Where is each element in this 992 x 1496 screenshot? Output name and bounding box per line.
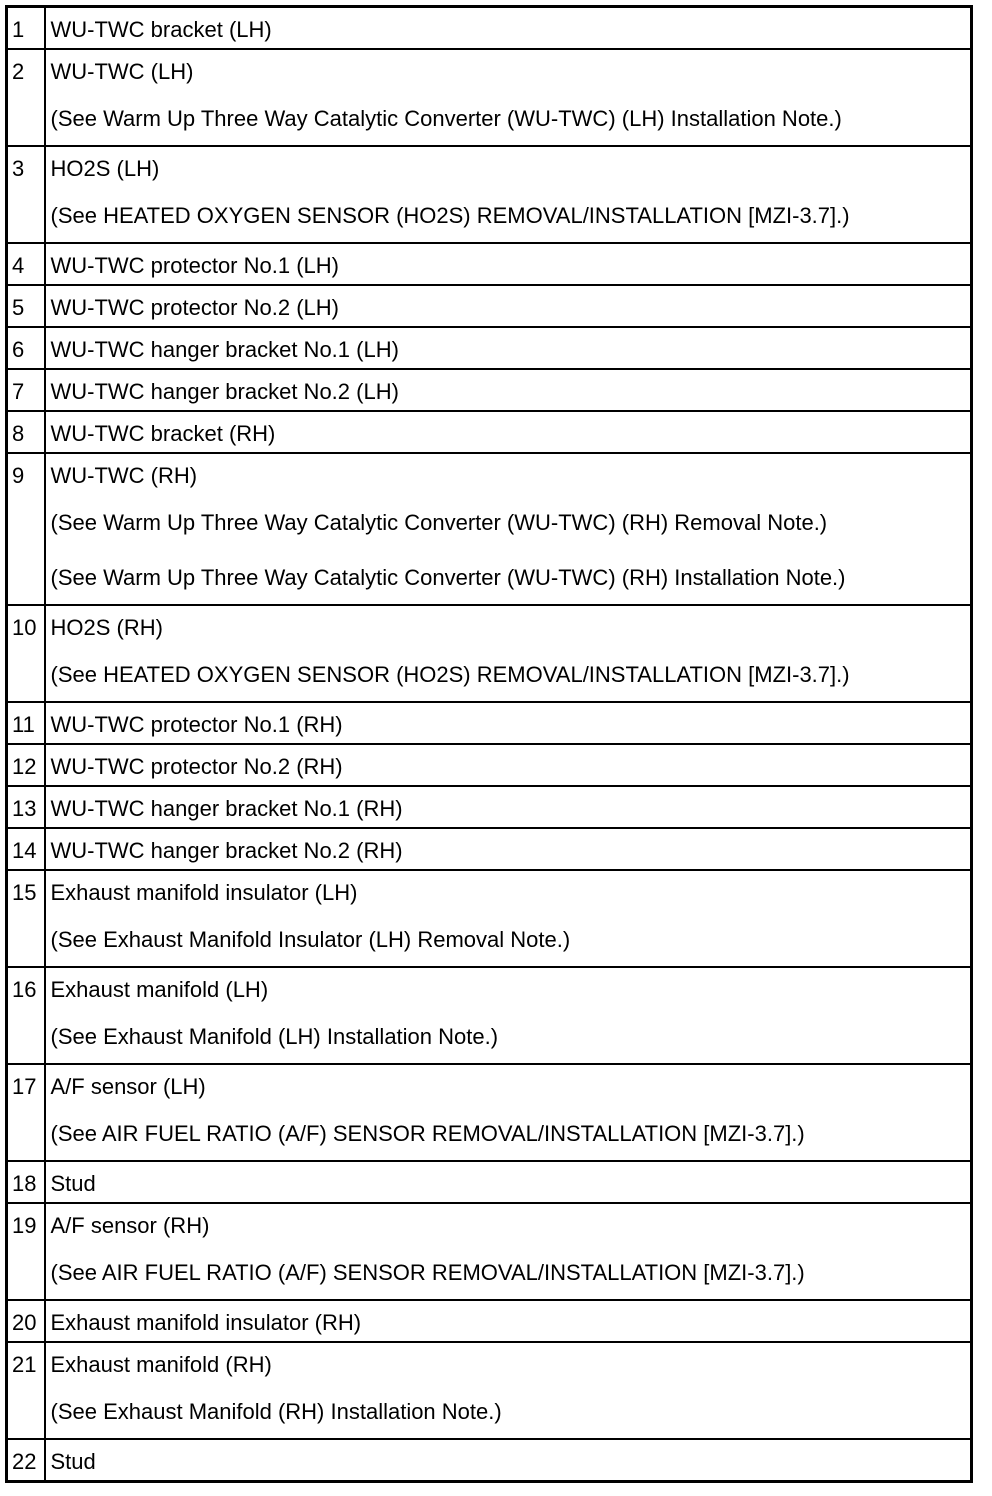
- table-row: [7, 967, 972, 1064]
- item-description: [45, 1342, 972, 1439]
- item-number: [7, 285, 45, 327]
- table-row: [7, 870, 972, 967]
- item-name: WU-TWC hanger bracket No.2 (RH): [50, 838, 403, 863]
- item-number-text: 8: [12, 421, 25, 446]
- item-description: [45, 7, 972, 50]
- item-number: [7, 1439, 45, 1482]
- item-number: [7, 1161, 45, 1203]
- item-number: [7, 605, 45, 702]
- table-row: [7, 49, 972, 146]
- item-number: [7, 1342, 45, 1439]
- item-name: WU-TWC hanger bracket No.1 (LH): [50, 337, 399, 362]
- item-number-text: 14: [12, 838, 37, 863]
- item-name: WU-TWC protector No.2 (LH): [50, 295, 339, 320]
- table-row: [7, 1342, 972, 1439]
- item-name: Exhaust manifold (RH): [50, 1352, 272, 1377]
- table-row: [7, 1300, 972, 1342]
- item-name: Exhaust manifold insulator (LH): [50, 880, 358, 905]
- item-name: WU-TWC protector No.1 (RH): [50, 712, 343, 737]
- item-description: [45, 369, 972, 411]
- item-reference-note: (See Warm Up Three Way Catalytic Converter (WU-TWC) (RH) Removal Note.): [50, 510, 828, 535]
- item-number-text: 13: [12, 796, 37, 821]
- item-description: [45, 327, 972, 369]
- item-number: [7, 369, 45, 411]
- item-name: WU-TWC bracket (RH): [50, 421, 276, 446]
- item-reference-note: (See Warm Up Three Way Catalytic Converter (WU-TWC) (RH) Installation Note.): [50, 565, 846, 590]
- item-description: [45, 786, 972, 828]
- item-name: HO2S (RH): [50, 615, 163, 640]
- item-reference-note: (See AIR FUEL RATIO (A/F) SENSOR REMOVAL/INSTALLATION [MZI-3.7].): [50, 1121, 805, 1146]
- table-row: [7, 453, 972, 605]
- item-description: [45, 870, 972, 967]
- item-number-text: 17: [12, 1074, 37, 1099]
- table-row: [7, 605, 972, 702]
- item-number: [7, 49, 45, 146]
- item-number: [7, 411, 45, 453]
- item-reference-note: (See HEATED OXYGEN SENSOR (HO2S) REMOVAL/INSTALLATION [MZI-3.7].): [50, 662, 850, 687]
- item-name: WU-TWC protector No.1 (LH): [50, 253, 339, 278]
- item-number-text: 1: [12, 17, 25, 42]
- item-description: [45, 411, 972, 453]
- item-description: [45, 49, 972, 146]
- item-number-text: 16: [12, 977, 37, 1002]
- item-number: [7, 243, 45, 285]
- item-number-text: 5: [12, 295, 25, 320]
- item-description: [45, 285, 972, 327]
- item-number-text: 19: [12, 1213, 37, 1238]
- item-number: [7, 327, 45, 369]
- item-number: [7, 828, 45, 870]
- item-name: WU-TWC hanger bracket No.1 (RH): [50, 796, 403, 821]
- item-name: WU-TWC bracket (LH): [50, 17, 272, 42]
- item-reference-note: (See AIR FUEL RATIO (A/F) SENSOR REMOVAL/INSTALLATION [MZI-3.7].): [50, 1260, 805, 1285]
- table-row: [7, 744, 972, 786]
- item-name: Stud: [50, 1449, 96, 1474]
- parts-table: [5, 5, 973, 1483]
- table-row: [7, 7, 972, 50]
- item-description: [45, 1439, 972, 1482]
- item-description: [45, 1161, 972, 1203]
- item-name: Stud: [50, 1171, 96, 1196]
- item-number: [7, 1203, 45, 1300]
- item-number: [7, 870, 45, 967]
- item-description: [45, 702, 972, 744]
- item-number: [7, 146, 45, 243]
- table-row: [7, 411, 972, 453]
- item-description: [45, 605, 972, 702]
- item-description: [45, 1300, 972, 1342]
- item-number-text: 15: [12, 880, 37, 905]
- table-row: [7, 369, 972, 411]
- item-reference-note: (See HEATED OXYGEN SENSOR (HO2S) REMOVAL/INSTALLATION [MZI-3.7].): [50, 203, 850, 228]
- item-number: [7, 1300, 45, 1342]
- item-name: WU-TWC (RH): [50, 463, 198, 488]
- item-description: [45, 146, 972, 243]
- item-number-text: 18: [12, 1171, 37, 1196]
- item-description: [45, 828, 972, 870]
- item-number-text: 11: [12, 712, 35, 737]
- item-number-text: 6: [12, 337, 25, 362]
- item-reference-note: (See Exhaust Manifold (LH) Installation Note.): [50, 1024, 499, 1049]
- item-name: Exhaust manifold insulator (RH): [50, 1310, 362, 1335]
- item-number-text: 9: [12, 463, 25, 488]
- item-number-text: 2: [12, 59, 25, 84]
- item-reference-note: (See Exhaust Manifold (RH) Installation Note.): [50, 1399, 502, 1424]
- item-number-text: 3: [12, 156, 25, 181]
- item-number: [7, 702, 45, 744]
- item-number-text: 21: [12, 1352, 37, 1377]
- item-name: A/F sensor (RH): [50, 1213, 210, 1238]
- item-number: [7, 967, 45, 1064]
- item-number: [7, 786, 45, 828]
- table-row: [7, 786, 972, 828]
- parts-table-body: [7, 7, 972, 1482]
- table-row: [7, 702, 972, 744]
- table-row: [7, 285, 972, 327]
- table-row: [7, 1064, 972, 1161]
- item-number: [7, 744, 45, 786]
- table-row: [7, 327, 972, 369]
- table-row: [7, 243, 972, 285]
- item-number: [7, 7, 45, 50]
- item-name: WU-TWC hanger bracket No.2 (LH): [50, 379, 399, 404]
- item-name: WU-TWC protector No.2 (RH): [50, 754, 343, 779]
- item-number-text: 7: [12, 379, 25, 404]
- table-row: [7, 1439, 972, 1482]
- table-row: [7, 828, 972, 870]
- item-number-text: 12: [12, 754, 37, 779]
- item-description: [45, 1203, 972, 1300]
- item-description: [45, 453, 972, 605]
- item-name: A/F sensor (LH): [50, 1074, 206, 1099]
- item-reference-note: (See Warm Up Three Way Catalytic Converter (WU-TWC) (LH) Installation Note.): [50, 106, 842, 131]
- item-description: [45, 243, 972, 285]
- item-description: [45, 1064, 972, 1161]
- table-row: [7, 146, 972, 243]
- item-description: [45, 744, 972, 786]
- item-reference-note: (See Exhaust Manifold Insulator (LH) Removal Note.): [50, 927, 571, 952]
- table-row: [7, 1203, 972, 1300]
- item-number-text: 4: [12, 253, 25, 278]
- item-name: Exhaust manifold (LH): [50, 977, 269, 1002]
- item-name: HO2S (LH): [50, 156, 160, 181]
- item-number: [7, 453, 45, 605]
- item-number-text: 20: [12, 1310, 37, 1335]
- item-name: WU-TWC (LH): [50, 59, 194, 84]
- item-number-text: 22: [12, 1449, 37, 1474]
- table-row: [7, 1161, 972, 1203]
- item-number: [7, 1064, 45, 1161]
- item-description: [45, 967, 972, 1064]
- item-number-text: 10: [12, 615, 37, 640]
